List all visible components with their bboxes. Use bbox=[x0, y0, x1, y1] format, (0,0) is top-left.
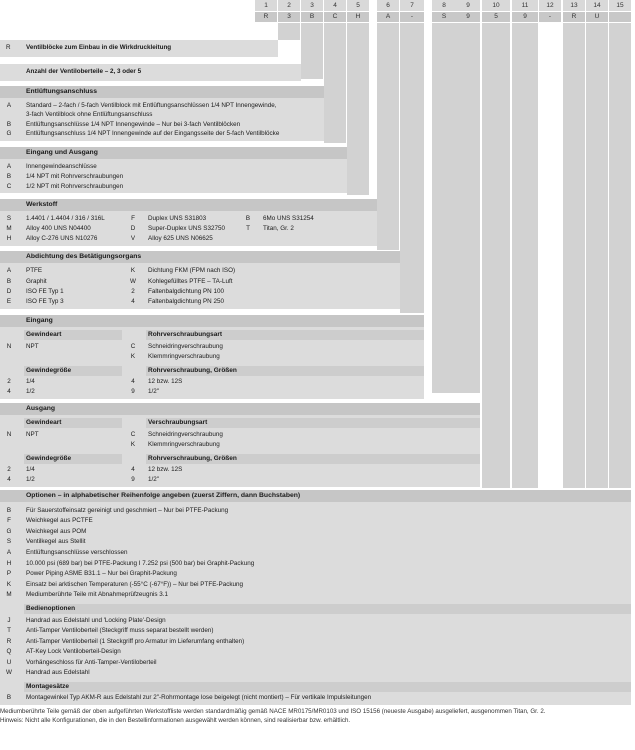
option-code: W bbox=[6, 669, 12, 676]
header-num: 14 bbox=[586, 0, 609, 11]
option-code: 2 bbox=[7, 466, 11, 473]
column-stripe bbox=[512, 23, 538, 488]
option-text: ISO FE Typ 3 bbox=[26, 298, 64, 305]
header-code: B bbox=[301, 12, 324, 22]
header-code bbox=[609, 12, 632, 22]
header-num: 6 bbox=[377, 0, 400, 11]
subsection-title: Gewindeart bbox=[24, 330, 122, 340]
option-text: Faltenbalgdichtung PN 250 bbox=[148, 298, 224, 305]
option-code: H bbox=[6, 235, 12, 242]
option-code: D bbox=[6, 288, 12, 295]
option-text: Klemmringverschraubung bbox=[148, 353, 220, 360]
section-title: Eingang und Ausgang bbox=[0, 147, 347, 159]
option-text: 12 bzw. 12S bbox=[148, 378, 183, 385]
footnote: Hinweis: Nicht alle Konfigurationen, die in den Bestellinformationen ausgewählt werden können, sind realisierbar bzw. erhältlich. bbox=[0, 717, 351, 724]
option-text: 1/4 bbox=[26, 466, 35, 473]
header-code: R bbox=[563, 12, 586, 22]
option-text: Weichkegel aus PCTFE bbox=[26, 517, 93, 524]
option-code: N bbox=[6, 431, 12, 438]
option-text: Schneidringverschraubung bbox=[148, 431, 223, 438]
header-num: 9 bbox=[456, 0, 481, 11]
option-code: 4 bbox=[131, 298, 135, 305]
option-code: V bbox=[130, 235, 136, 242]
option-text: Titan, Gr. 2 bbox=[263, 225, 294, 232]
option-text: NPT bbox=[26, 343, 39, 350]
option-code: C bbox=[6, 183, 12, 190]
option-text: 12 bzw. 12S bbox=[148, 466, 183, 473]
option-code: 9 bbox=[131, 476, 135, 483]
option-code: J bbox=[7, 617, 11, 624]
option-code: U bbox=[6, 659, 12, 666]
option-text: 1/4 NPT mit Rohrverschraubungen bbox=[26, 173, 124, 180]
option-code: 4 bbox=[131, 378, 135, 385]
option-code: G bbox=[6, 528, 12, 535]
option-text: NPT bbox=[26, 431, 39, 438]
option-text: AT-Key Lock Ventiloberteil-Design bbox=[26, 648, 121, 655]
option-code: 4 bbox=[7, 388, 11, 395]
option-code: R bbox=[6, 638, 12, 645]
header-code: - bbox=[539, 12, 562, 22]
option-text: Duplex UNS S31803 bbox=[148, 215, 207, 222]
section-title: Werkstoff bbox=[0, 199, 377, 211]
column-stripe bbox=[609, 23, 631, 488]
subsection-title: Montagesätze bbox=[24, 682, 631, 692]
option-code: C bbox=[130, 343, 136, 350]
header-code: - bbox=[400, 12, 425, 22]
option-code: 9 bbox=[131, 388, 135, 395]
header-num: 1 bbox=[255, 0, 278, 11]
option-code: M bbox=[6, 225, 12, 232]
option-text: Innengewindeanschlüsse bbox=[26, 163, 97, 170]
option-code: F bbox=[7, 517, 11, 524]
header-code: C bbox=[324, 12, 347, 22]
section-title: Ausgang bbox=[0, 403, 480, 415]
column-stripe bbox=[456, 23, 480, 393]
subsection-title: Gewindegröße bbox=[24, 366, 122, 376]
option-text: 1/4 bbox=[26, 378, 35, 385]
header-num: 13 bbox=[563, 0, 586, 11]
section-title: Anzahl der Ventiloberteile – 2, 3 oder 5 bbox=[26, 68, 142, 75]
option-code: T bbox=[246, 225, 250, 232]
option-text: Handrad aus Edelstahl bbox=[26, 669, 90, 676]
footnote: Mediumberührte Teile gemäß der oben aufgeführten Werkstoffliste werden standardmäßig gemäß NACE MR0175/MR0103 und ISO 15156 (neueste Ausgabe) ausgeliefert, ausgenommen Titan, Gr. 2. bbox=[0, 708, 546, 715]
option-text: Entlüftungsanschlüsse verschlossen bbox=[26, 549, 128, 556]
section-ausgang bbox=[0, 403, 480, 487]
column-stripe bbox=[377, 23, 399, 250]
option-code: B bbox=[245, 215, 251, 222]
option-text: PTFE bbox=[26, 267, 43, 274]
option-text: Faltenbalgdichtung PN 100 bbox=[148, 288, 224, 295]
column-stripe bbox=[278, 23, 300, 40]
section-anzahl bbox=[0, 64, 301, 81]
option-text: Alloy 625 UNS N06625 bbox=[148, 235, 213, 242]
option-code: K bbox=[6, 581, 12, 588]
header-code: 5 bbox=[482, 12, 511, 22]
option-code: A bbox=[6, 549, 12, 556]
option-code: H bbox=[6, 560, 12, 567]
column-stripe bbox=[586, 23, 608, 488]
option-text: Mediumberührte Teile mit Abnahmeprüfzeugnis 3.1 bbox=[26, 591, 168, 598]
subsection-title: Bedienoptionen bbox=[24, 604, 631, 614]
header-num: 15 bbox=[609, 0, 632, 11]
option-code: A bbox=[6, 102, 12, 109]
option-code: 4 bbox=[7, 476, 11, 483]
option-text: Montagewinkel Typ AKM-R aus Edelstahl zur 2"-Rohrmontage lose beigelegt (nicht montiert) – Für vertikale Impulsleitungen bbox=[26, 694, 372, 701]
column-stripe bbox=[347, 23, 369, 195]
option-code: 4 bbox=[131, 466, 135, 473]
section-title: Ventilblöcke zum Einbau in die Wirkdruckleitung bbox=[26, 44, 172, 51]
section-title: Abdichtung des Betätigungsorgans bbox=[0, 251, 400, 263]
option-code: P bbox=[6, 570, 12, 577]
column-stripe bbox=[482, 23, 510, 488]
option-text: 1.4401 / 1.4404 / 316 / 316L bbox=[26, 215, 105, 222]
option-text: Kohlegefülltes PTFE – TA-Luft bbox=[148, 278, 233, 285]
option-text: 10.000 psi (689 bar) bei PTFE-Packung I 7.252 psi (500 bar) bei Graphit-Packung bbox=[26, 560, 255, 567]
option-text: ISO FE Typ 1 bbox=[26, 288, 64, 295]
subsection-title: Rohrverschraubung, Größen bbox=[146, 454, 480, 464]
header-num: 12 bbox=[539, 0, 562, 11]
option-code: K bbox=[130, 441, 136, 448]
option-text: Schneidringverschraubung bbox=[148, 343, 223, 350]
option-code: 2 bbox=[7, 378, 11, 385]
header-code: S bbox=[432, 12, 457, 22]
header-num: 8 bbox=[432, 0, 457, 11]
option-text: Standard – 2-fach / 5-fach Ventilblock mit Entlüftungsanschlüssen 1/4 NPT Innengewinde, bbox=[26, 102, 277, 109]
option-text: Klemmringverschraubung bbox=[148, 441, 220, 448]
option-code: B bbox=[6, 694, 12, 701]
header-num: 2 bbox=[278, 0, 301, 11]
option-code: B bbox=[6, 173, 12, 180]
option-text: Power Piping ASME B31.1 – Nur bei Graphit-Packung bbox=[26, 570, 177, 577]
option-text: Anti-Tamper Ventiloberteil (1 Steckgriff pro Armatur im Lieferumfang enthalten) bbox=[26, 638, 245, 645]
option-code: M bbox=[6, 591, 12, 598]
option-code: S bbox=[6, 538, 12, 545]
option-text: 1/2 NPT mit Rohrverschraubungen bbox=[26, 183, 124, 190]
option-text: Ventilkegel aus Stellit bbox=[26, 538, 86, 545]
header-code: H bbox=[347, 12, 370, 22]
option-text: 1/2" bbox=[148, 476, 159, 483]
column-stripe bbox=[400, 23, 424, 313]
header-num: 10 bbox=[482, 0, 511, 11]
header-code: 9 bbox=[512, 12, 539, 22]
header-code: 3 bbox=[278, 12, 301, 22]
subsection-title: Gewindegröße bbox=[24, 454, 122, 464]
option-code: C bbox=[130, 431, 136, 438]
option-code: A bbox=[6, 163, 12, 170]
option-code: W bbox=[130, 278, 136, 285]
option-text: Für Sauerstoffeinsatz gereinigt und geschmiert – Nur bei PTFE-Packung bbox=[26, 507, 229, 514]
option-code: N bbox=[6, 343, 12, 350]
option-code: F bbox=[131, 215, 135, 222]
section-title: Optionen – in alphabetischer Reihenfolge angeben (zuerst Ziffern, dann Buchstaben) bbox=[0, 490, 631, 502]
option-text: Weichkegel aus POM bbox=[26, 528, 87, 535]
subsection-title: Gewindeart bbox=[24, 418, 122, 428]
option-text: Graphit bbox=[26, 278, 47, 285]
option-code: B bbox=[6, 121, 12, 128]
option-code: 2 bbox=[131, 288, 135, 295]
option-text: Vorhängeschloss für Anti-Tamper-Ventiloberteil bbox=[26, 659, 157, 666]
header-num: 4 bbox=[324, 0, 347, 11]
option-text: Dichtung FKM (FPM nach ISO) bbox=[148, 267, 236, 274]
option-code: K bbox=[130, 353, 136, 360]
option-code: S bbox=[6, 215, 12, 222]
subsection-title: Rohrverschraubung, Größen bbox=[146, 366, 424, 376]
subsection-title: Rohrverschraubungsart bbox=[146, 330, 424, 340]
section-title: Entlüftungsanschluss bbox=[0, 86, 324, 98]
option-text: Entlüftungsanschluss 1/4 NPT Innengewinde auf der Eingangsseite der 5-fach Ventilblöcke bbox=[26, 130, 280, 137]
column-stripe bbox=[301, 23, 323, 79]
column-stripe bbox=[563, 23, 585, 488]
option-code: B bbox=[6, 507, 12, 514]
option-text: 6Mo UNS S31254 bbox=[263, 215, 314, 222]
section-code: R bbox=[6, 44, 11, 51]
header-code: U bbox=[586, 12, 609, 22]
option-text: Alloy C-276 UNS N10276 bbox=[26, 235, 98, 242]
option-text: Einsatz bei arktischen Temperaturen (-55°C (-67°F)) – Nur bei PTFE-Packung bbox=[26, 581, 243, 588]
option-code: E bbox=[6, 298, 12, 305]
option-text: 3-fach Ventilblock ohne Entlüftungsanschluss bbox=[26, 111, 153, 118]
header-num: 5 bbox=[347, 0, 370, 11]
option-text: Alloy 400 UNS N04400 bbox=[26, 225, 91, 232]
header-code: R bbox=[255, 12, 278, 22]
option-code: Q bbox=[6, 648, 12, 655]
section-ventilbloecke bbox=[0, 40, 278, 57]
header-num: 7 bbox=[400, 0, 425, 11]
option-text: 1/2 bbox=[26, 476, 35, 483]
option-code: G bbox=[6, 130, 12, 137]
option-code: A bbox=[6, 267, 12, 274]
option-text: Handrad aus Edelstahl und 'Locking Plate'-Design bbox=[26, 617, 166, 624]
option-code: K bbox=[130, 267, 136, 274]
option-text: 1/2" bbox=[148, 388, 159, 395]
header-code: A bbox=[377, 12, 400, 22]
header-num: 11 bbox=[512, 0, 539, 11]
subsection-title: Verschraubungsart bbox=[146, 418, 480, 428]
option-text: Entlüftungsanschlüsse 1/4 NPT Innengewinde – Nur bei 3-fach Ventilblöcken bbox=[26, 121, 241, 128]
option-text: Super-Duplex UNS S32750 bbox=[148, 225, 226, 232]
option-code: B bbox=[6, 278, 12, 285]
column-stripe bbox=[324, 23, 346, 143]
header-num: 3 bbox=[301, 0, 324, 11]
option-text: 1/2 bbox=[26, 388, 35, 395]
option-code: T bbox=[7, 627, 11, 634]
header-code: 9 bbox=[456, 12, 481, 22]
section-title: Eingang bbox=[0, 315, 424, 327]
column-stripe bbox=[432, 23, 456, 393]
option-text: Anti-Tamper Ventiloberteil (Steckgriff muss separat bestellt werden) bbox=[26, 627, 214, 634]
option-code: D bbox=[130, 225, 136, 232]
